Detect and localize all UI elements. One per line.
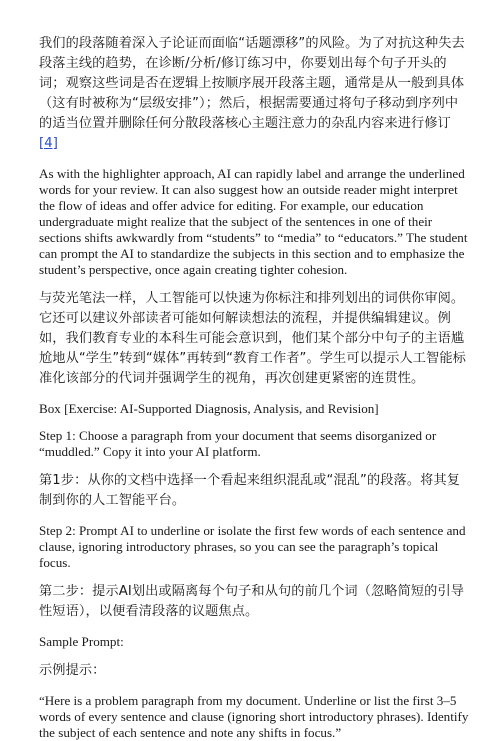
step1-zh: 第1步：从你的文档中选择一个看起来组织混乱或“混乱”的段落。将其复制到你的人工智能平台。 — [39, 473, 460, 508]
step1-en: Step 1: Choose a paragraph from your document that seems disorganized or “muddled.” Copy it into your AI platform. — [39, 428, 437, 459]
sample-prompt-zh: 示例提示： — [39, 663, 106, 678]
box-title: Box [Exercise: AI-Supported Diagnosis, Analysis, and Revision] — [39, 401, 379, 416]
paragraph-zh-intro — [39, 34, 469, 154]
sample-prompt-en: Sample Prompt: — [39, 634, 124, 649]
paragraph-zh-highlighter: 与荧光笔法一样，人工智能可以快速为你标注和排列划出的词供你审阅。它还可以建议外部读者可能如何解读想法的流程，并提供编辑建议。例如，我们教育专业的本科生可能会意识到，他们某个部分中句子的主语尴尬地从“学生”转到“媒体”再转到“教育工作者”。学生可以提示人工智能标准化该部分的代词并强调学生的视角，再次创建更紧密的连贯性。 — [39, 291, 466, 386]
footnote-link[interactable]: [4] — [39, 136, 58, 151]
paragraph-zh-intro-text: 我们的段落随着深入子论证而面临“话题漂移”的风险。为了对抗这种失去段落主线的趋势，在诊断/分析/修订练习中，你要划出每个句子开头的词；观察这些词是否在逻辑上按顺序展开段落主题，通常是从一般到具体（这有时被称为“层级安排”）；然后，根据需要通过将句子移动到序列中的适当位置并删除任何分散段落核心主题注意力的杂乱内容来进行修订 — [39, 36, 465, 131]
paragraph-en-highlighter: As with the highlighter approach, AI can rapidly label and arrange the underlined words for your review. It can also suggest how an outside reader might interpret the flow of ideas and offer advice for editing. For example, our education undergraduate might realize that the subject of the sentences in one of their sections shifts awkwardly from “students” to “media” to “educators.” The student can prompt the AI to standardize the subjects in this section and to emphasize the student’s perspective, once again creating tighter cohesion. — [39, 166, 468, 277]
document-page — [39, 34, 469, 741]
sample-prompt-quote: “Here is a problem paragraph from my document. Underline or list the first 3–5 words of every sentence and clause (ignoring short introductory phrases). Identify the subject of each sentence and note any shifts in focus.” — [39, 693, 469, 740]
step2-zh: 第二步：提示AI划出或隔离每个句子和从句的前几个词（忽略简短的引导性短语），以便看清段落的议题焦点。 — [39, 584, 465, 619]
step2-en: Step 2: Prompt AI to underline or isolate the first few words of each sentence and clause, ignoring introductory phrases, so you can see the paragraph’s topical focus. — [39, 523, 466, 570]
